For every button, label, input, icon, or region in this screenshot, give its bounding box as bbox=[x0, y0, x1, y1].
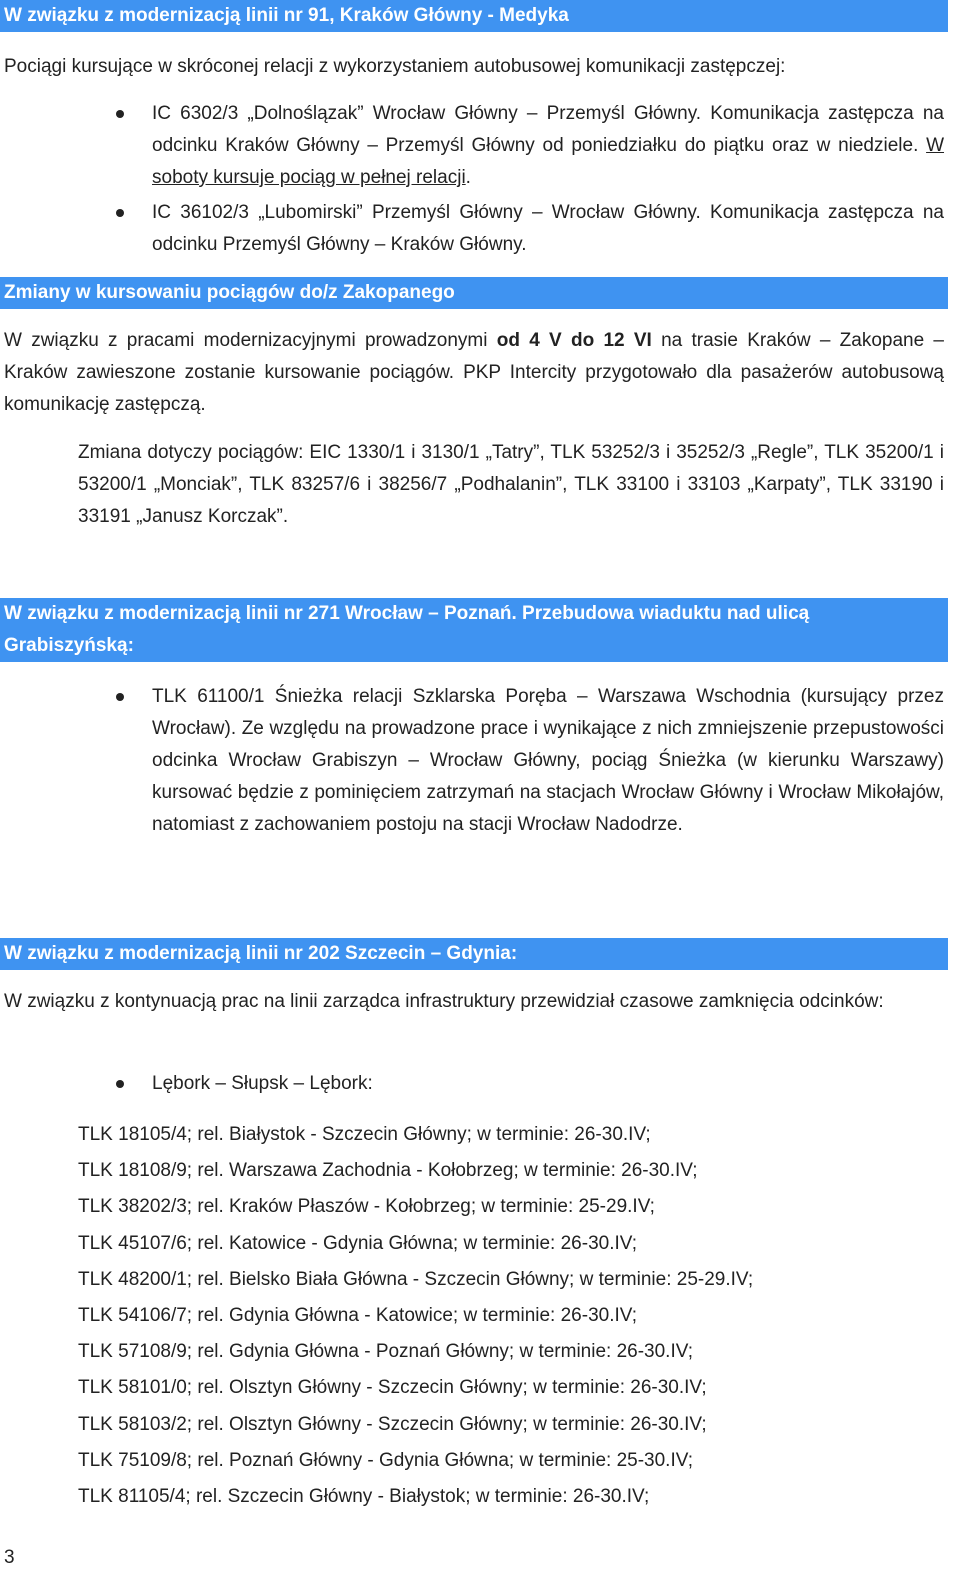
list-item: IC 6302/3 „Dolnoślązak” Wrocław Główny – Przemyśl Główny. Komunikacja zastępcza na odcinku Kraków Główny – Przemyśl Główny od poniedziałku do piątku oraz w niedziele. W soboty kursuje pociąg w pełnej relacji. bbox=[152, 103, 945, 188]
page-number: 3 bbox=[4, 1547, 15, 1568]
train-row: TLK 58101/0; rel. Olsztyn Główny - Szczecin Główny; w terminie: 26-30.IV; bbox=[78, 1377, 707, 1399]
list-item: TLK 61100/1 Śnieżka relacji Szklarska Poręba – Warszawa Wschodnia (kursujący przez Wrocław). Ze względu na prowadzone prace i wynikające z nich zmniejszenie przepustowości odcinka Wrocław Grabiszyn – Wrocław Główny, pociąg Śnieżka (w kierunku Warszawy) kursować będzie z pominięciem zatrzymań na stacjach Wrocław Główny i Wrocław Mikołajów, natomiast z zachowaniem postoju na stacji Wrocław Nadodrze. bbox=[152, 686, 944, 835]
section-intro: Pociągi kursujące w skróconej relacji z wykorzystaniem autobusowej komunikacji zastępczej: bbox=[4, 56, 786, 77]
train-row: TLK 38202/3; rel. Kraków Płaszów - Kołobrzeg; w terminie: 25-29.IV; bbox=[78, 1196, 655, 1218]
bullet-icon bbox=[116, 110, 124, 118]
train-row: TLK 18108/9; rel. Warszawa Zachodnia - Kołobrzeg; w terminie: 26-30.IV; bbox=[78, 1160, 698, 1182]
train-row: TLK 58103/2; rel. Olsztyn Główny - Szczecin Główny; w terminie: 26-30.IV; bbox=[78, 1413, 707, 1435]
section-heading: W związku z modernizacją linii nr 202 Szczecin – Gdynia: bbox=[0, 938, 948, 970]
train-list bbox=[78, 1117, 753, 1515]
list-item: Lębork – Słupsk – Lębork: bbox=[152, 1073, 373, 1094]
paragraph: W związku z pracami modernizacyjnymi prowadzonymi od 4 V do 12 VI na trasie Kraków – Zakopane – Kraków zawieszone zostanie kursowanie pociągów. PKP Intercity przygotowało dla pasażerów autobusową komunikację zastępczą. bbox=[4, 330, 944, 415]
train-row: TLK 48200/1; rel. Bielsko Biała Główna - Szczecin Główny; w terminie: 25-29.IV; bbox=[78, 1268, 754, 1290]
section-heading: Zmiany w kursowaniu pociągów do/z Zakopanego bbox=[0, 277, 948, 309]
paragraph: Zmiana dotyczy pociągów: EIC 1330/1 i 3130/1 „Tatry”, TLK 53252/3 i 35252/3 „Regle”, TLK 35200/1 i 53200/1 „Monciak”, TLK 83257/6 i 38256/7 „Podhalanin”, TLK 33100 i 33103 „Karpaty”, TLK 33190 i 33191 „Janusz Korczak”. bbox=[78, 442, 944, 527]
train-row: TLK 54106/7; rel. Gdynia Główna - Katowice; w terminie: 26-30.IV; bbox=[78, 1305, 638, 1327]
train-row: TLK 75109/8; rel. Poznań Główny - Gdynia Główna; w terminie: 25-30.IV; bbox=[78, 1449, 693, 1471]
train-row: TLK 45107/6; rel. Katowice - Gdynia Główna; w terminie: 26-30.IV; bbox=[78, 1232, 638, 1254]
paragraph: W związku z kontynuacją prac na linii zarządca infrastruktury przewidział czasowe zamknięcia odcinków: bbox=[4, 991, 884, 1012]
bullet-icon bbox=[116, 1080, 124, 1088]
bullet-icon bbox=[116, 693, 124, 701]
list-item: IC 36102/3 „Lubomirski” Przemyśl Główny – Wrocław Główny. Komunikacja zastępcza na odcinku Przemyśl Główny – Kraków Główny. bbox=[152, 202, 944, 255]
section-heading: W związku z modernizacją linii nr 271 Wrocław – Poznań. Przebudowa wiaduktu nad ulicą Grabiszyńską: bbox=[0, 598, 948, 662]
train-row: TLK 18105/4; rel. Białystok - Szczecin Główny; w terminie: 26-30.IV; bbox=[78, 1124, 651, 1145]
train-row: TLK 81105/4; rel. Szczecin Główny - Białystok; w terminie: 26-30.IV; bbox=[78, 1486, 650, 1508]
full-route-link[interactable]: W soboty kursuje pociąg w pełnej relacji bbox=[152, 135, 945, 188]
section-heading: W związku z modernizacją linii nr 91, Kraków Główny - Medyka bbox=[0, 0, 948, 32]
bullet-icon bbox=[116, 209, 124, 217]
train-row: TLK 57108/9; rel. Gdynia Główna - Poznań Główny; w terminie: 26-30.IV; bbox=[78, 1341, 693, 1363]
